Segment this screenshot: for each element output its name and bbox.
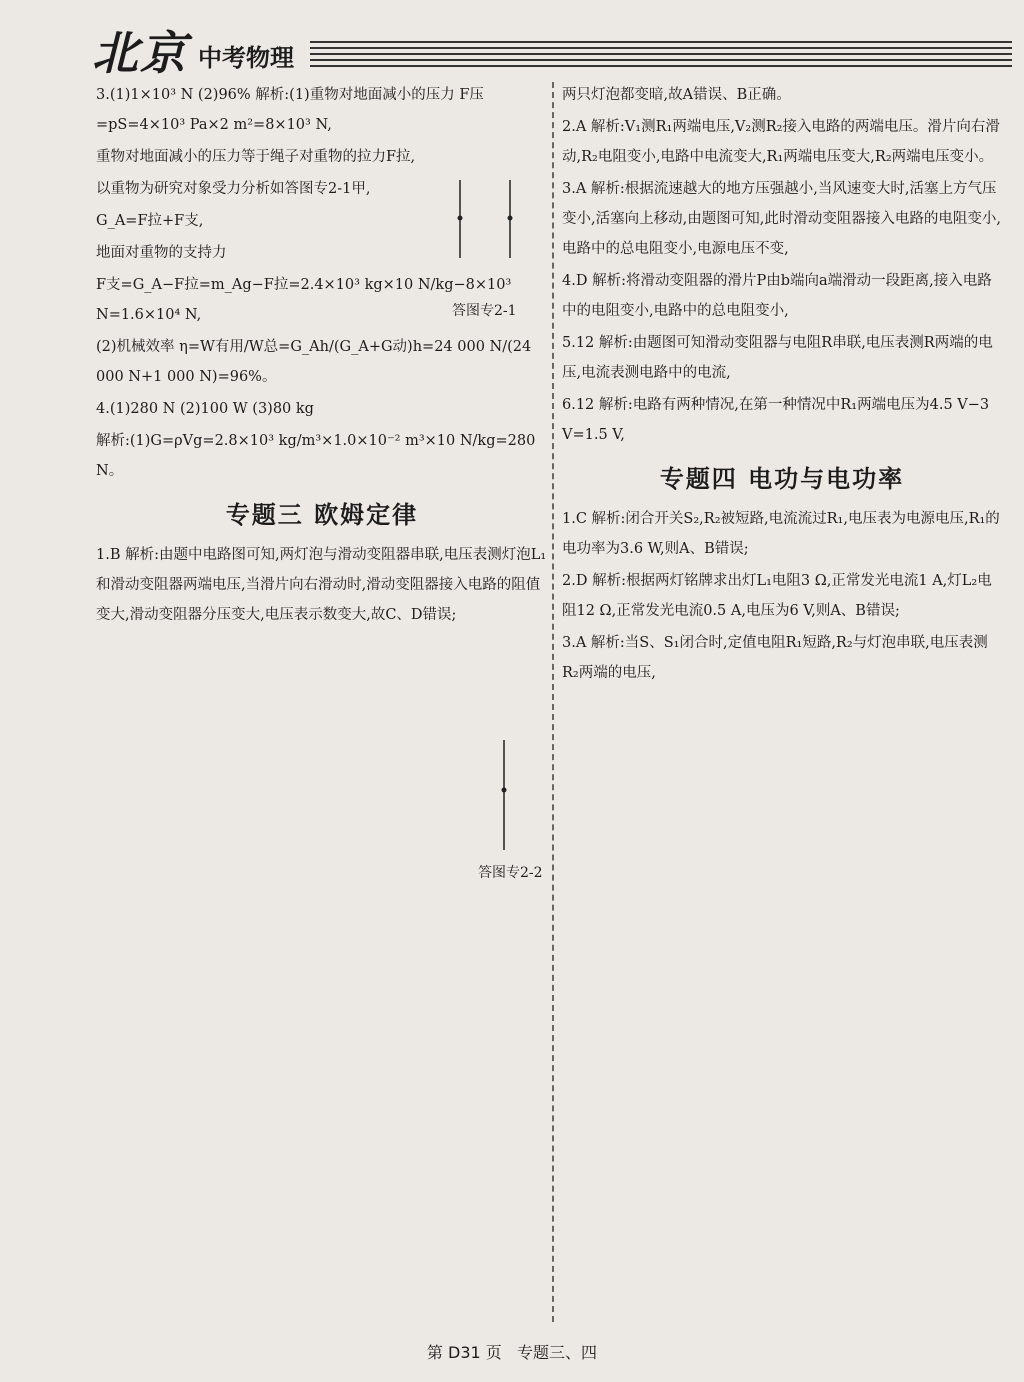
page-footer: [0, 1340, 1024, 1363]
answer-paragraph: F支=G_A−F拉=m_Ag−F拉=2.4×10³ kg×10 N/kg−8×10³ N=1.6×10⁴ N,: [96, 277, 512, 323]
section-heading: 专题四 电功与电功率: [659, 465, 905, 493]
section-label: 专题三、四: [517, 1343, 598, 1362]
answer-paragraph: 5.12 解析:由题图可知滑动变阻器与电阻R串联,电压表测R两端的电压,电流表测电路中的电流,: [562, 335, 993, 381]
page-number: 第 D31 页: [426, 1343, 502, 1362]
header-rule: [310, 41, 1012, 67]
diagram-2-2-caption: 答图专2-2: [478, 865, 543, 881]
answer-paragraph: 两只灯泡都变暗,故A错误、B正确。: [562, 87, 791, 103]
diagram-2-1-caption: 答图专2-1: [452, 303, 517, 319]
answer-paragraph: (2)机械效率 η=W有用/W总=G_Ah/(G_A+G动)h=24 000 N/(24 000 N+1 000 N)=96%。: [96, 339, 532, 385]
force-diagram-2-1: [450, 168, 550, 318]
left-column: [96, 80, 548, 632]
answer-paragraph: 1.B 解析:由题中电路图可知,两灯泡与滑动变阻器串联,电压表测灯泡L₁和滑动变阻器两端电压,当滑片向右滑动时,滑动变阻器接入电路的阻值变大,滑动变阻器分压变大,电压表示数变大,故C、D错误;: [96, 547, 547, 623]
answer-paragraph: 2.A 解析:V₁测R₁两端电压,V₂测R₂接入电路的两端电压。滑片向右滑动,R₂电阻变小,电路中电流变大,R₁两端电压变大,R₂两端电压变小。: [562, 119, 1000, 165]
answer-paragraph: 4.(1)280 N (2)100 W (3)80 kg: [96, 401, 314, 417]
answer-paragraph: 4.D 解析:将滑动变阻器的滑片P由b端向a端滑动一段距离,接入电路中的电阻变小,电路中的总电阻变小,: [562, 273, 992, 319]
answer-paragraph: 3.A 解析:根据流速越大的地方压强越小,当风速变大时,活塞上方气压变小,活塞向上移动,由题图可知,此时滑动变阻器接入电路的电阻变小,电路中的总电阻变小,电源电压不变,: [562, 181, 1001, 257]
page-header: [92, 20, 1012, 80]
subject-title: 中考物理: [198, 43, 294, 72]
answer-paragraph: 2.D 解析:根据两灯铭牌求出灯L₁电阻3 Ω,正常发光电流1 A,灯L₂电阻12 Ω,正常发光电流0.5 A,电压为6 V,则A、B错误;: [562, 573, 992, 619]
answer-paragraph: 3.A 解析:当S、S₁闭合时,定值电阻R₁短路,R₂与灯泡串联,电压表测R₂两端的电压,: [562, 635, 988, 681]
answer-paragraph: G_A=F拉+F支,: [96, 213, 204, 229]
answer-paragraph: 以重物为研究对象受力分析如答图专2-1甲,: [96, 181, 371, 197]
brand-logo: 北京: [92, 26, 188, 80]
right-column: [562, 80, 1002, 690]
column-divider: [552, 82, 554, 1322]
answer-paragraph: 重物对地面减小的压力等于绳子对重物的拉力F拉,: [96, 149, 416, 165]
answer-paragraph: 6.12 解析:电路有两种情况,在第一种情况中R₁两端电压为4.5 V−3 V=1.5 V,: [562, 397, 990, 443]
answer-paragraph: 1.C 解析:闭合开关S₂,R₂被短路,电流流过R₁,电压表为电源电压,R₁的电功率为3.6 W,则A、B错误;: [562, 511, 1000, 557]
force-diagram-2-2: [492, 730, 532, 860]
answer-paragraph: 地面对重物的支持力: [96, 245, 227, 261]
section-heading: 专题三 欧姆定律: [225, 501, 419, 529]
answer-paragraph: 解析:(1)G=ρVg=2.8×10³ kg/m³×1.0×10⁻² m³×10 N/kg=280 N。: [96, 433, 536, 479]
answer-paragraph: 3.(1)1×10³ N (2)96% 解析:(1)重物对地面减小的压力 F压=pS=4×10³ Pa×2 m²=8×10³ N,: [96, 87, 484, 133]
